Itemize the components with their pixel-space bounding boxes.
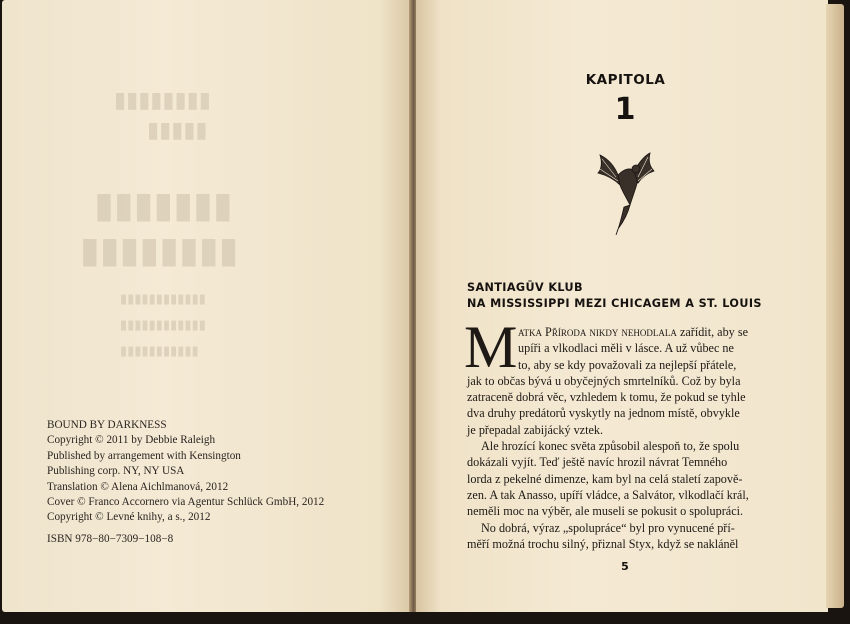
body-line: měří možná trochu silný, přiznal Styx, když se nakláněl [467,536,739,551]
page-edge [826,4,844,608]
body-line: zen. A tak Anasso, upíří vládce, a Salvátor, vlkodlačí král, [467,487,749,502]
copyright-line: Copyright © 2011 by Debbie Raleigh [47,434,216,447]
page-number: 5 [621,560,629,573]
show-through-text: ▮▮▮▮▮▮▮▮ [114,88,211,113]
copyright-line: Publishing corp. NY, NY USA [47,465,185,478]
first-line [518,324,786,340]
first-line-smallcaps: atka Příroda nikdy nehodlala [518,325,677,339]
section-heading-line1: SANTIAGŪV KLUB [467,281,583,294]
body-line: dva druhy predátorů vyskytly na jednom místě, obvykle [467,406,740,421]
show-through-text: ▮▮▮▮▮ [147,118,208,143]
body-line: dokázali vyjít. Teď ještě navíc hrozil návrat Temného [467,455,728,470]
show-through-text: ▮▮▮▮▮▮▮▮▮▮▮▮ [120,292,206,307]
bat-icon [590,145,660,237]
section-heading-line2: NA MISSISSIPPI MEZI CHICAGEM A ST. LOUIS [467,297,762,310]
body-line: zatraceně dobrá věc, vzhledem k tomu, že pokud se tyhle [467,390,746,405]
chapter-number: 1 [614,92,636,127]
copyright-line: BOUND BY DARKNESS [47,419,167,431]
body-line: No dobrá, výraz „spolupráce“ byl pro vynucené pří- [481,520,735,535]
body-line: lorda z pekelné dimenze, kam byl na celá staletí zapově- [467,471,743,486]
left-page [2,0,412,612]
show-through-text: ▮▮▮▮▮▮▮▮▮▮▮ [120,344,199,359]
isbn: ISBN 978−80−7309−108−8 [47,533,174,545]
copyright-line: Published by arrangement with Kensington [47,449,241,462]
show-through-text: ▮▮▮▮▮▮▮▮ [80,230,239,271]
body-line: to, aby se kdy považovali za nejlepší přátele, [518,357,737,372]
copyright-block [47,418,387,526]
body-line: Ale hrozící konec světa způsobil alespoň to, že spolu [481,439,740,454]
body-line: upíři a vlkodlaci měli v lásce. A už vůbec ne [518,341,734,356]
copyright-line: Copyright © Levné knihy, a s., 2012 [47,511,211,524]
chapter-label: KAPITOLA [585,72,666,88]
body-text-indented [518,340,786,373]
show-through-text: ▮▮▮▮▮▮▮ [94,185,233,226]
body-text [467,373,785,552]
body-line: neměli moc na výběr, ale museli se pokusit o spolupráci. [467,504,744,519]
show-through-text: ▮▮▮▮▮▮▮▮▮▮▮▮ [120,318,206,333]
copyright-line: Cover © Franco Accornero via Agentur Schlück GmbH, 2012 [47,496,325,509]
copyright-line: Translation © Alena Aichlmanová, 2012 [47,480,229,493]
body-line: je přepadal zabijácký vztek. [467,422,604,437]
body-line: jak to občas bývá u obyčejných smrtelníků. Což by byla [467,373,741,388]
first-line-rest: zařídit, aby se [676,325,748,339]
drop-cap: M [464,314,518,380]
